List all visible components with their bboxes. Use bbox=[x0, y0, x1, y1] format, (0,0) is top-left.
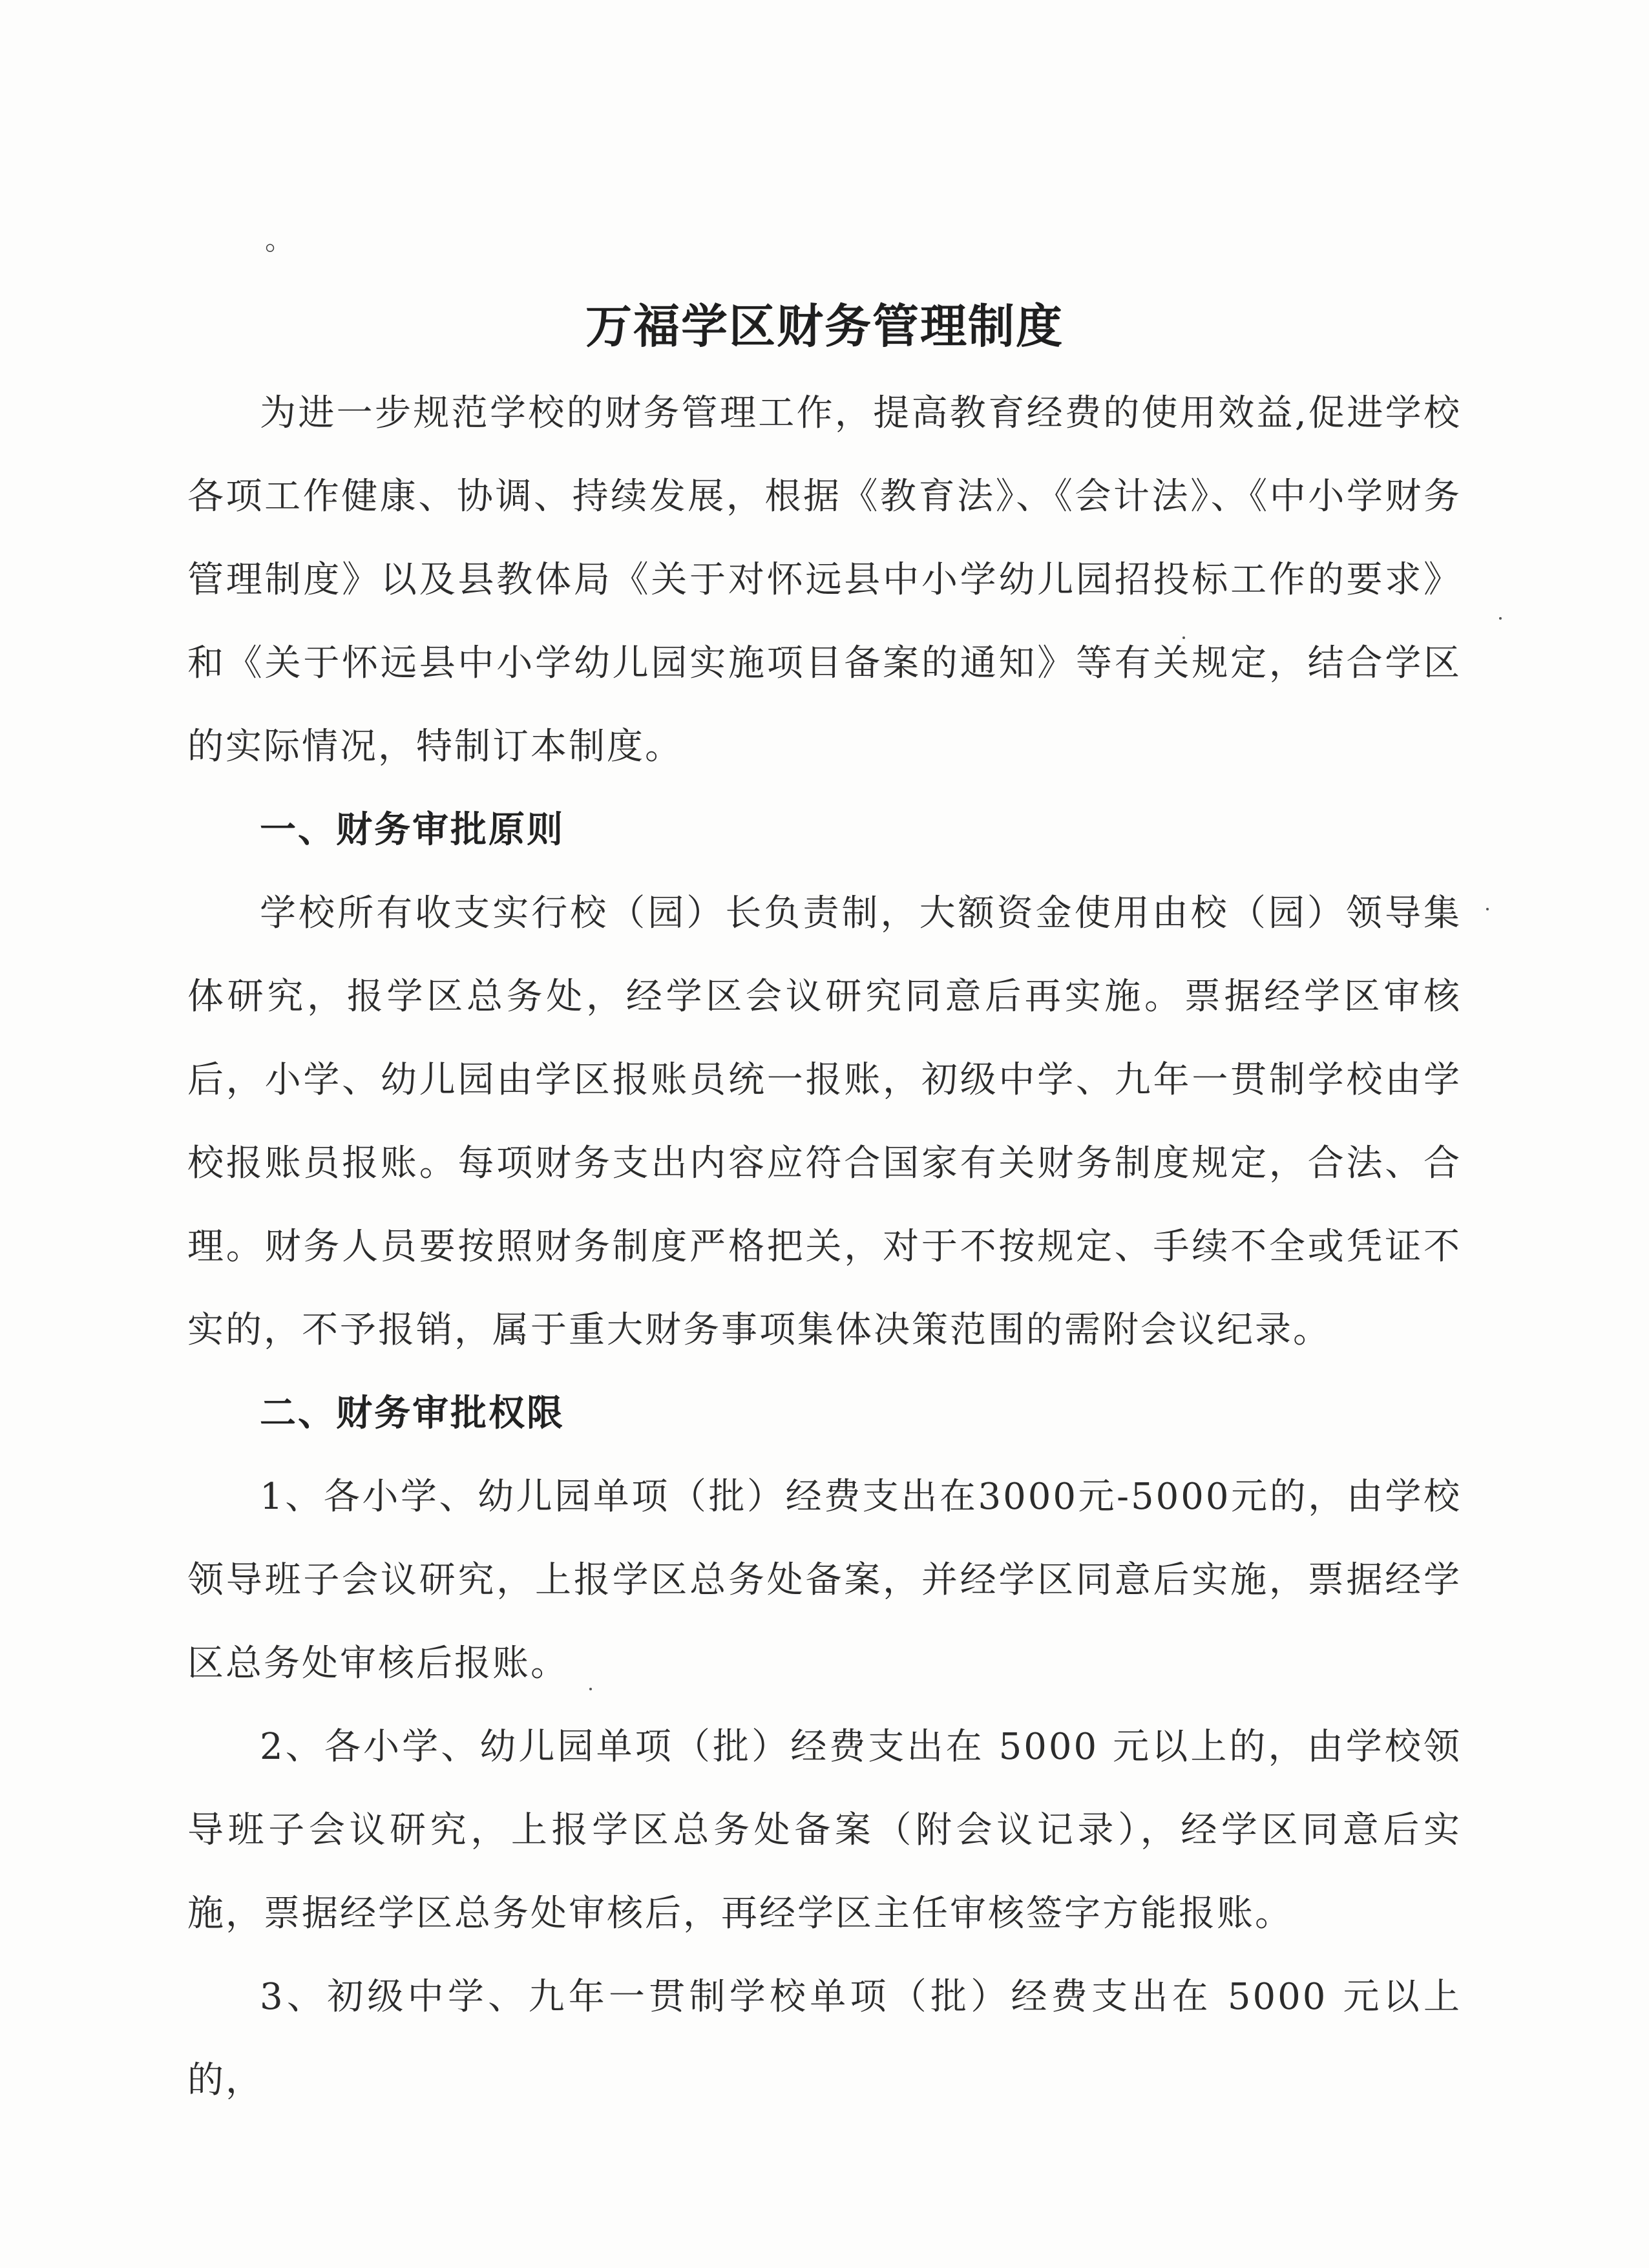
scan-speck bbox=[589, 1688, 592, 1690]
document-title: 万福学区财务管理制度 bbox=[585, 299, 1064, 353]
intro-paragraph: 为进一步规范学校的财务管理工作，提高教育经费的使用效益,促进学校各项工作健康、协调、持续发展，根据《教育法》、《会计法》、《中小学财务管理制度》以及县教体局《关于对怀远县中小学幼儿园招投标工作的要求》和《关于怀远县中小学幼儿园实施项目备案的通知》等有关规定，结合学区的实际情况，特制订本制度。 bbox=[187, 392, 1462, 768]
authority-item-3: 3、初级中学、九年一贯制学校单项（批）经费支出在 5000 元以上的， bbox=[187, 1976, 1462, 2101]
scan-speck bbox=[1499, 617, 1502, 620]
document-body bbox=[187, 372, 1462, 2122]
authority-item-2: 2、各小学、幼儿园单项（批）经费支出在 5000 元以上的，由学校领导班子会议研究，上报学区总务处备案（附会议记录），经学区同意后实施，票据经学区总务处审核后，再经学区主任审核签字方能报账。 bbox=[187, 1726, 1462, 1935]
scan-speck bbox=[1486, 908, 1489, 910]
section-heading-principles: 一、财务审批原则 bbox=[260, 809, 565, 851]
top-mark: 。 bbox=[265, 224, 293, 257]
principles-paragraph: 学校所有收支实行校（园）长负责制，大额资金使用由校（园）领导集体研究，报学区总务处，经学区会议研究同意后再实施。票据经学区审核后，小学、幼儿园由学区报账员统一报账，初级中学、九年一贯制学校由学校报账员报账。每项财务支出内容应符合国家有关财务制度规定，合法、合理。财务人员要按照财务制度严格把关，对于不按规定、手续不全或凭证不实的，不予报销，属于重大财务事项集体决策范围的需附会议纪录。 bbox=[187, 892, 1462, 1351]
section-heading-authority: 二、财务审批权限 bbox=[260, 1392, 565, 1434]
scan-speck bbox=[1182, 636, 1185, 639]
authority-item-1: 1、各小学、幼儿园单项（批）经费支出在3000元-5000元的，由学校领导班子会议研究，上报学区总务处备案，并经学区同意后实施，票据经学区总务处审核后报账。 bbox=[187, 1476, 1462, 1685]
